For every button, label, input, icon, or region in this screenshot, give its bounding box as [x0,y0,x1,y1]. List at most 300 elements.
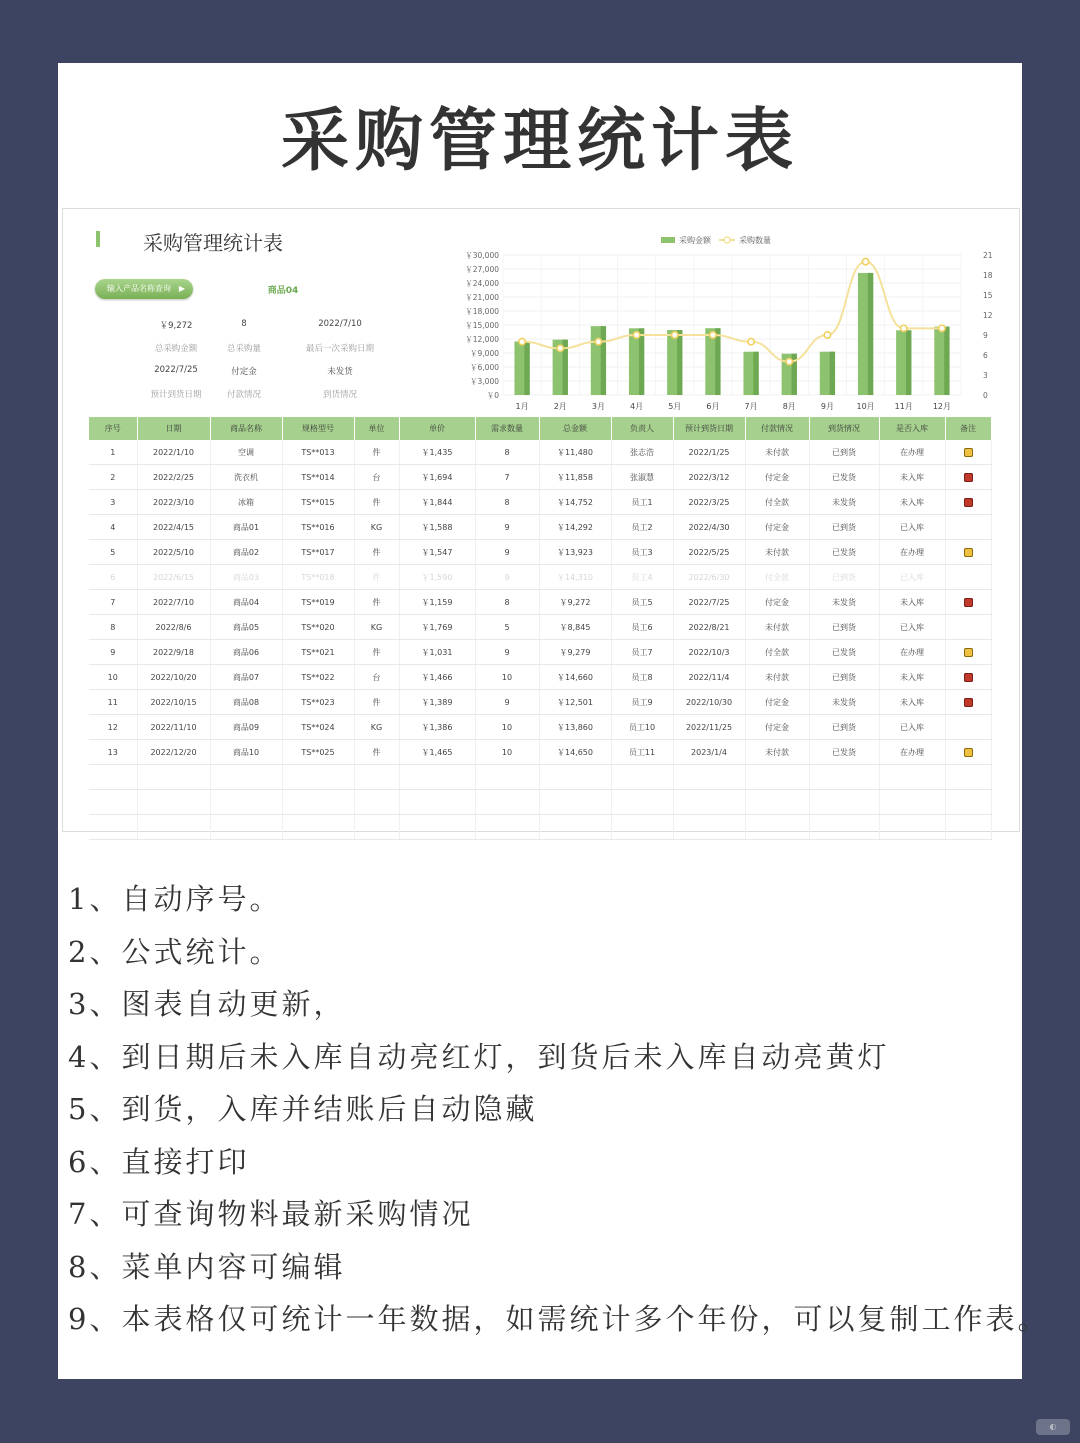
table-header-cell[interactable]: 总金额 [539,417,611,440]
table-cell[interactable] [611,765,673,790]
table-cell[interactable] [210,815,282,840]
table-cell[interactable]: TS**013 [282,440,354,465]
table-cell[interactable]: 已到货 [809,565,879,590]
table-cell[interactable]: TS**020 [282,615,354,640]
status-lamp-cell [945,640,991,665]
table-cell[interactable]: 付定金 [745,690,809,715]
table-cell[interactable]: ￥1,590 [399,565,475,590]
table-cell[interactable]: ￥14,752 [539,490,611,515]
table-cell[interactable] [354,790,399,815]
table-cell[interactable]: 2022/10/15 [137,690,210,715]
table-cell[interactable]: 10 [475,665,539,690]
table-cell[interactable]: 2022/1/10 [137,440,210,465]
table-cell[interactable]: 10 [475,715,539,740]
table-cell[interactable]: 付全款 [745,565,809,590]
table-cell[interactable]: ￥11,480 [539,440,611,465]
table-cell[interactable] [210,765,282,790]
table-cell[interactable]: 冰箱 [210,490,282,515]
stat-total-qty: 8 [241,319,247,329]
table-header-cell[interactable]: 单位 [354,417,399,440]
y-tick-label: ￥12,000 [465,335,499,344]
table-cell[interactable] [354,815,399,840]
table-header-cell[interactable]: 负责人 [611,417,673,440]
table-cell[interactable]: 9 [475,690,539,715]
y2-tick-label: 15 [983,291,993,300]
table-cell[interactable]: 未付款 [745,540,809,565]
table-cell[interactable]: TS**024 [282,715,354,740]
note-line: 6、直接打印 [68,1144,250,1179]
chart-bar-shade [830,352,835,395]
table-cell[interactable] [137,790,210,815]
table-cell[interactable]: 未入库 [879,490,945,515]
table-cell[interactable]: ￥1,547 [399,540,475,565]
table-cell[interactable]: 已发货 [809,640,879,665]
table-cell[interactable]: 在办理 [879,740,945,765]
table-cell[interactable] [210,790,282,815]
feature-notes [68,873,1050,1346]
table-cell[interactable]: 2022/3/25 [673,490,745,515]
red-lamp-icon [964,498,973,507]
status-lamp-cell [945,490,991,515]
table-cell[interactable]: 件 [354,565,399,590]
table-cell[interactable]: 员工4 [611,565,673,590]
table-cell[interactable]: 2022/10/30 [673,690,745,715]
table-cell[interactable]: 未发货 [809,690,879,715]
table-cell[interactable]: ￥1,386 [399,715,475,740]
table-cell[interactable]: 2022/11/25 [673,715,745,740]
table-cell[interactable] [809,790,879,815]
table-cell[interactable]: 7 [475,465,539,490]
table-cell[interactable]: TS**021 [282,640,354,665]
y-tick-label: ￥3,000 [470,377,499,386]
stat-total-amount-label: 总采购金额 [154,344,198,354]
table-cell[interactable]: 10 [475,740,539,765]
table-cell[interactable]: 未入库 [879,465,945,490]
line-point [862,258,868,264]
table-cell[interactable]: 2022/12/20 [137,740,210,765]
table-header-cell[interactable]: 日期 [137,417,210,440]
legend-marker [724,237,730,243]
table-cell[interactable] [89,765,137,790]
table-cell[interactable] [745,790,809,815]
table-cell[interactable]: ￥1,389 [399,690,475,715]
table-cell[interactable]: 2022/5/25 [673,540,745,565]
table-cell[interactable]: 12 [89,715,137,740]
table-cell[interactable]: ￥14,660 [539,665,611,690]
table-cell[interactable]: TS**018 [282,565,354,590]
table-cell[interactable]: 件 [354,540,399,565]
page-title: 采购管理统计表 [280,101,799,181]
table-cell[interactable] [879,815,945,840]
table-cell[interactable]: 付定金 [745,515,809,540]
table-cell[interactable]: 未发货 [809,590,879,615]
line-point [519,338,525,344]
table-cell[interactable]: 件 [354,640,399,665]
y-tick-label: ￥27,000 [465,265,499,274]
table-cell[interactable]: 2022/9/18 [137,640,210,665]
table-cell[interactable]: 2022/8/6 [137,615,210,640]
table-cell[interactable]: 员工11 [611,740,673,765]
table-cell[interactable] [475,815,539,840]
table-header-cell[interactable]: 商品名称 [210,417,282,440]
table-cell[interactable]: 已到货 [809,615,879,640]
table-cell[interactable]: 员工9 [611,690,673,715]
table-cell[interactable]: 2022/1/25 [673,440,745,465]
y-tick-label: ￥15,000 [465,321,499,330]
table-cell[interactable]: ￥1,159 [399,590,475,615]
stat-payment-label: 付款情况 [226,390,261,400]
table-cell[interactable] [879,765,945,790]
table-cell[interactable] [539,815,611,840]
table-cell[interactable]: 件 [354,690,399,715]
table-cell[interactable] [809,815,879,840]
table-cell[interactable]: 台 [354,465,399,490]
table-cell[interactable]: 付定金 [745,715,809,740]
table-cell[interactable] [475,765,539,790]
table-cell[interactable]: TS**017 [282,540,354,565]
table-cell[interactable]: 未入库 [879,665,945,690]
table-cell[interactable]: ￥11,858 [539,465,611,490]
table-cell[interactable] [399,815,475,840]
table-cell[interactable]: TS**014 [282,465,354,490]
table-cell[interactable]: 张淑慧 [611,465,673,490]
table-cell[interactable]: 商品05 [210,615,282,640]
legend-label: 采购金额 [679,236,711,245]
table-cell[interactable]: ￥9,272 [539,590,611,615]
table-cell[interactable]: 员工8 [611,665,673,690]
table-cell[interactable]: 9 [475,640,539,665]
table-cell[interactable]: 员工1 [611,490,673,515]
table-cell[interactable]: 商品04 [210,590,282,615]
table-cell[interactable]: 员工7 [611,640,673,665]
table-cell[interactable]: 8 [475,590,539,615]
table-cell[interactable]: ￥1,769 [399,615,475,640]
stat-payment: 付定金 [231,367,257,377]
table-cell[interactable]: ￥9,279 [539,640,611,665]
table-cell[interactable]: 5 [89,540,137,565]
table-cell[interactable]: 2022/7/10 [137,590,210,615]
table-cell[interactable]: KG [354,615,399,640]
table-header-cell[interactable]: 单价 [399,417,475,440]
table-cell[interactable]: 2022/7/25 [673,590,745,615]
yellow-lamp-icon [964,748,973,757]
table-cell[interactable] [282,765,354,790]
table-cell[interactable] [89,815,137,840]
table-cell[interactable]: 商品03 [210,565,282,590]
table-cell[interactable]: 商品07 [210,665,282,690]
table-cell[interactable]: 已到货 [809,715,879,740]
table-row[interactable] [89,715,991,740]
table-cell[interactable]: 2022/10/20 [137,665,210,690]
table-cell[interactable]: 已到货 [809,665,879,690]
table-cell[interactable]: 未付款 [745,615,809,640]
table-cell[interactable] [354,765,399,790]
status-lamp-cell [945,540,991,565]
table-cell[interactable]: 已发货 [809,465,879,490]
table-cell[interactable]: 空调 [210,440,282,465]
table-cell[interactable]: ￥1,435 [399,440,475,465]
query-value[interactable]: 商品04 [267,286,299,296]
table-header-row [89,417,991,440]
table-cell[interactable] [282,790,354,815]
empty-table-row[interactable] [89,815,991,840]
table-cell[interactable]: 付定金 [745,590,809,615]
table-cell[interactable] [475,790,539,815]
table-cell[interactable]: 件 [354,490,399,515]
table-cell[interactable]: KG [354,515,399,540]
table-row[interactable] [89,515,991,540]
table-cell[interactable]: 2023/1/4 [673,740,745,765]
note-line: 7、可查询物料最新采购情况 [68,1197,474,1231]
table-cell[interactable]: ￥14,310 [539,565,611,590]
table-row[interactable] [89,465,991,490]
table-cell[interactable]: 4 [89,515,137,540]
chart-bar-shade [868,273,873,395]
table-cell[interactable]: 2022/4/15 [137,515,210,540]
purchase-table [89,417,992,840]
table-cell[interactable]: 未付款 [745,440,809,465]
table-cell[interactable]: 已入库 [879,515,945,540]
table-cell[interactable]: 在办理 [879,640,945,665]
empty-table-row[interactable] [89,765,991,790]
table-cell[interactable]: ￥1,466 [399,665,475,690]
table-cell[interactable]: 2022/11/4 [673,665,745,690]
status-lamp-cell [945,465,991,490]
table-cell[interactable]: 2 [89,465,137,490]
table-cell[interactable] [539,765,611,790]
y2-tick-label: 18 [983,271,993,280]
table-cell[interactable]: 员工10 [611,715,673,740]
table-cell[interactable]: 未付款 [745,665,809,690]
table-row[interactable] [89,540,991,565]
table-cell[interactable]: KG [354,715,399,740]
table-cell[interactable]: 件 [354,590,399,615]
chart-bar-shade [944,327,949,395]
table-cell[interactable]: 未付款 [745,740,809,765]
table-cell[interactable] [282,815,354,840]
table-cell[interactable]: TS**022 [282,665,354,690]
table-header-cell[interactable]: 规格型号 [282,417,354,440]
table-cell[interactable] [809,765,879,790]
table-cell[interactable]: 已到货 [809,515,879,540]
x-tick-label: 12月 [932,402,952,411]
table-cell[interactable]: 件 [354,740,399,765]
y-tick-label: ￥21,000 [465,293,499,302]
table-cell[interactable]: 2022/8/21 [673,615,745,640]
table-cell[interactable]: 付定金 [745,465,809,490]
line-point [595,338,601,344]
table-cell[interactable]: 已入库 [879,615,945,640]
table-cell[interactable]: TS**016 [282,515,354,540]
table-cell[interactable]: 2022/4/30 [673,515,745,540]
table-cell[interactable]: 3 [89,490,137,515]
stat-arrival-date: 2022/7/25 [154,365,198,375]
table-cell[interactable]: 商品01 [210,515,282,540]
table-cell[interactable] [745,765,809,790]
table-cell[interactable]: 付全款 [745,490,809,515]
table-cell[interactable]: 5 [475,615,539,640]
table-cell[interactable]: 商品09 [210,715,282,740]
chart-bar-shade [715,328,720,395]
table-cell[interactable]: 1 [89,440,137,465]
table-cell[interactable]: 6 [89,565,137,590]
title-accent-bar [96,231,100,247]
note-line: 2、公式统计。 [68,934,282,969]
table-cell[interactable]: 9 [475,565,539,590]
table-cell[interactable]: ￥13,923 [539,540,611,565]
table-cell[interactable]: 已发货 [809,540,879,565]
table-cell[interactable]: ￥12,501 [539,690,611,715]
table-cell[interactable]: 张志浩 [611,440,673,465]
table-cell[interactable]: 未入库 [879,590,945,615]
table-cell[interactable]: 9 [89,640,137,665]
table-cell[interactable]: 2022/10/3 [673,640,745,665]
table-cell[interactable]: 2022/11/10 [137,715,210,740]
table-cell[interactable]: ￥8,845 [539,615,611,640]
table-row[interactable] [89,690,991,715]
x-tick-label: 3月 [591,402,605,411]
table-cell[interactable] [137,815,210,840]
table-cell[interactable] [673,815,745,840]
table-header-cell[interactable]: 需求数量 [475,417,539,440]
table-cell[interactable]: TS**015 [282,490,354,515]
table-header-cell[interactable]: 是否入库 [879,417,945,440]
table-cell[interactable] [399,790,475,815]
table-row[interactable] [89,665,991,690]
table-cell[interactable]: ￥1,844 [399,490,475,515]
table-cell[interactable]: 10 [89,665,137,690]
table-cell[interactable]: 11 [89,690,137,715]
table-row[interactable] [89,565,991,590]
x-tick-label: 2月 [553,402,567,411]
stat-last-date-label: 最后一次采购日期 [305,344,374,354]
y-tick-label: ￥0 [486,391,499,400]
table-cell[interactable]: 已发货 [809,740,879,765]
spreadsheet-preview [62,208,1020,832]
table-row[interactable] [89,440,991,465]
table-cell[interactable]: 商品02 [210,540,282,565]
table-cell[interactable] [399,765,475,790]
table-cell[interactable]: 付全款 [745,640,809,665]
table-cell[interactable]: 2022/6/15 [137,565,210,590]
table-row[interactable] [89,590,991,615]
table-cell[interactable]: ￥14,292 [539,515,611,540]
table-cell[interactable]: 未发货 [809,490,879,515]
table-cell[interactable]: ￥1,588 [399,515,475,540]
table-cell[interactable]: 2022/2/25 [137,465,210,490]
table-cell[interactable]: 2022/5/10 [137,540,210,565]
table-cell[interactable]: ￥1,031 [399,640,475,665]
y-tick-label: ￥24,000 [465,279,499,288]
table-cell[interactable]: 员工3 [611,540,673,565]
status-lamp-cell [945,690,991,715]
table-cell[interactable]: 商品10 [210,740,282,765]
table-cell[interactable]: 在办理 [879,440,945,465]
y-tick-label: ￥9,000 [470,349,499,358]
chart-bar-shade [601,326,606,395]
red-lamp-icon [964,698,973,707]
table-cell[interactable]: 9 [475,540,539,565]
status-lamp-cell [945,515,991,540]
chart-bar-shade [524,341,529,395]
table-row[interactable] [89,490,991,515]
table-cell[interactable]: 商品08 [210,690,282,715]
table-cell[interactable]: TS**025 [282,740,354,765]
table-row[interactable] [89,740,991,765]
query-button[interactable] [95,279,193,299]
table-cell[interactable] [879,790,945,815]
table-header-cell[interactable]: 付款情况 [745,417,809,440]
table-cell[interactable]: 2022/3/10 [137,490,210,515]
table-cell[interactable]: 8 [475,440,539,465]
table-row[interactable] [89,640,991,665]
stat-total-amount: ￥9,272 [159,321,193,331]
table-cell[interactable] [137,765,210,790]
table-cell[interactable]: ￥1,694 [399,465,475,490]
table-cell[interactable]: 员工2 [611,515,673,540]
table-cell[interactable]: 8 [475,490,539,515]
note-line: 8、菜单内容可编辑 [68,1249,346,1284]
empty-table-row[interactable] [89,790,991,815]
table-cell[interactable] [945,765,991,790]
table-header-cell[interactable]: 到货情况 [809,417,879,440]
status-lamp-cell [945,440,991,465]
table-header-cell[interactable]: 序号 [89,417,137,440]
table-cell[interactable]: 员工6 [611,615,673,640]
legend-label: 采购数量 [739,236,771,245]
table-cell[interactable]: 商品06 [210,640,282,665]
table-cell[interactable] [945,815,991,840]
line-point [748,338,754,344]
table-cell[interactable] [673,765,745,790]
table-cell[interactable]: ￥14,650 [539,740,611,765]
table-cell[interactable] [611,790,673,815]
table-cell[interactable]: ￥1,465 [399,740,475,765]
table-cell[interactable]: TS**023 [282,690,354,715]
table-cell[interactable]: ￥13,860 [539,715,611,740]
table-cell[interactable]: 未入库 [879,690,945,715]
table-cell[interactable] [611,815,673,840]
table-cell[interactable]: 洗衣机 [210,465,282,490]
table-cell[interactable]: TS**019 [282,590,354,615]
table-cell[interactable]: 台 [354,665,399,690]
table-cell[interactable]: 7 [89,590,137,615]
stat-arrival-date-label: 预计到货日期 [150,390,202,400]
table-cell[interactable]: 9 [475,515,539,540]
table-cell[interactable] [745,815,809,840]
table-header-cell[interactable]: 预计到货日期 [673,417,745,440]
table-cell[interactable]: 已入库 [879,565,945,590]
table-cell[interactable] [945,790,991,815]
note-line: 3、图表自动更新， [68,987,346,1021]
table-cell[interactable]: 员工5 [611,590,673,615]
table-cell[interactable]: 2022/3/12 [673,465,745,490]
table-cell[interactable] [89,790,137,815]
table-cell[interactable]: 8 [89,615,137,640]
table-cell[interactable]: 已到货 [809,440,879,465]
table-header-cell[interactable]: 备注 [945,417,991,440]
table-cell[interactable] [673,790,745,815]
table-cell[interactable]: 2022/6/30 [673,565,745,590]
table-row[interactable] [89,615,991,640]
table-cell[interactable]: 在办理 [879,540,945,565]
table-cell[interactable]: 件 [354,440,399,465]
table-cell[interactable]: 13 [89,740,137,765]
table-cell[interactable]: 已入库 [879,715,945,740]
x-tick-label: 10月 [856,402,875,411]
table-cell[interactable] [539,790,611,815]
status-lamp-cell [945,565,991,590]
